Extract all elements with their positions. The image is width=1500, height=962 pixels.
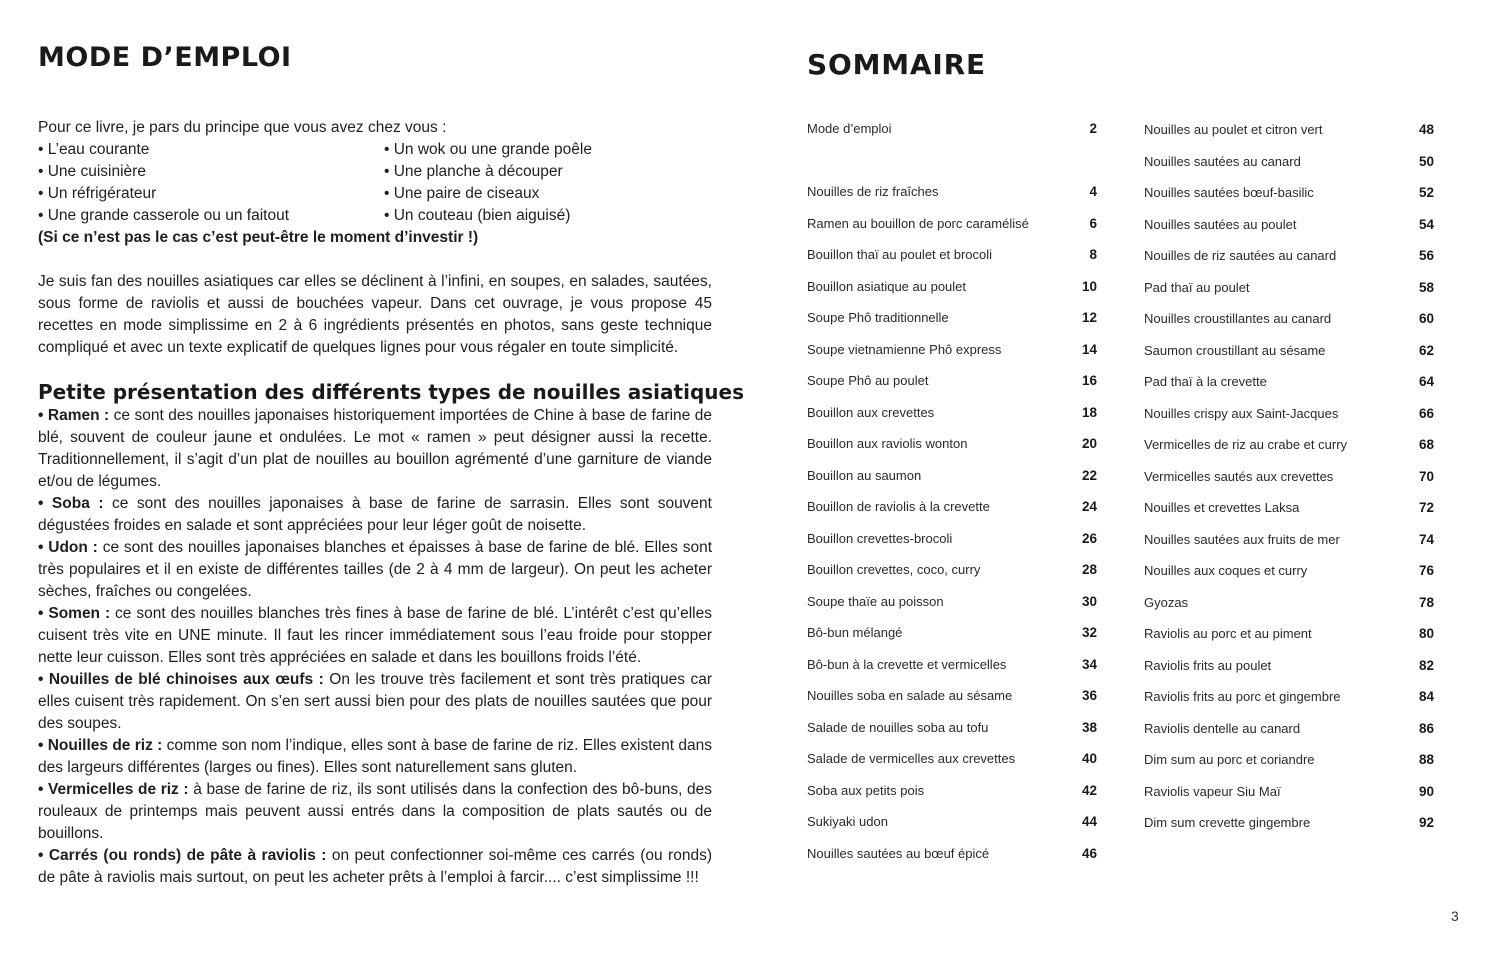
toc-entry-page: 10 xyxy=(1081,278,1097,294)
toc-entry-page: 52 xyxy=(1418,184,1434,200)
checklist-item: • Une planche à découper xyxy=(384,163,563,180)
toc-entry-page: 34 xyxy=(1081,656,1097,672)
toc-entry-page: 88 xyxy=(1418,751,1434,767)
toc-entry-page: 8 xyxy=(1089,246,1097,262)
toc-entry[interactable] xyxy=(807,244,1097,264)
toc-entry-page: 84 xyxy=(1418,688,1434,704)
noodle-type-description: à base de farine de riz, ils sont utilisés dans la confection des bô-buns, des rouleaux de printemps mais peuvent aussi entrés dans la composition de plats sautés ou de bouillons. xyxy=(38,781,712,842)
toc-entry[interactable] xyxy=(807,433,1097,453)
toc-entry-page: 32 xyxy=(1081,624,1097,640)
toc-entry-page: 80 xyxy=(1418,625,1434,641)
toc-entry-page: 86 xyxy=(1418,720,1434,736)
checklist-item: • Une grande casserole ou un faitout xyxy=(38,207,290,224)
toc-entry[interactable] xyxy=(807,811,1097,831)
toc-entry[interactable] xyxy=(807,181,1097,201)
toc-entry[interactable] xyxy=(807,843,1097,863)
toc-entry-page: 60 xyxy=(1418,310,1434,326)
toc-entry-title: Bouillon asiatique au poulet xyxy=(807,278,967,294)
toc-entry-title: Bouillon crevettes, coco, curry xyxy=(807,561,981,577)
toc-entry-page: 14 xyxy=(1081,341,1097,357)
toc-entry-page: 74 xyxy=(1418,531,1434,547)
toc-entry-title: Nouilles sautées aux fruits de mer xyxy=(1144,531,1340,547)
toc-entry-title: Bô-bun à la crevette et vermicelles xyxy=(807,656,1007,672)
toc-entry-page: 48 xyxy=(1418,121,1434,137)
toc-entry-page: 24 xyxy=(1081,498,1097,514)
toc-entry-page: 92 xyxy=(1418,814,1434,830)
toc-entry[interactable] xyxy=(807,118,1097,138)
toc-entry-title: Bouillon aux raviolis wonton xyxy=(807,435,968,451)
toc-entry-page: 64 xyxy=(1418,373,1434,389)
noodle-type-description: ce sont des nouilles japonaises historiquement importées de Chine à base de farine de blé, souvent de couleur jaune et ondulées. Le mot « ramen » peut désigner aussi la recette. Traditionnellement, il s’agit d’un plat de nouilles au bouillon agrémenté d’une garniture de viande et/ou de légumes. xyxy=(38,407,712,490)
noodle-type-description: on peut confectionner soi-même ces carrés (ou ronds) de pâte à raviolis mais surtout, on peut les acheter prêts à l’emploi à farcir.... c’est simplissime !!! xyxy=(38,847,712,886)
toc-entry[interactable] xyxy=(807,528,1097,548)
mode-emploi-section xyxy=(38,42,744,889)
toc-entry[interactable] xyxy=(1144,749,1434,769)
toc-entry-title: Salade de nouilles soba au tofu xyxy=(807,719,989,735)
toc-entry-title: Vermicelles de riz au crabe et curry xyxy=(1144,436,1348,452)
toc-entry[interactable] xyxy=(1144,151,1434,171)
toc-entry-page: 82 xyxy=(1418,657,1434,673)
toc-entry-page: 30 xyxy=(1081,593,1097,609)
toc-entry-title: Ramen au bouillon de porc caramélisé xyxy=(807,215,1029,231)
toc-entry-page: 54 xyxy=(1418,216,1434,232)
toc-entry[interactable] xyxy=(807,654,1097,674)
equipment-checklist xyxy=(38,139,712,227)
toc-entry[interactable] xyxy=(1144,182,1434,202)
toc-entry[interactable] xyxy=(807,339,1097,359)
intro-block xyxy=(38,117,712,249)
toc-entry-page: 44 xyxy=(1081,813,1097,829)
toc-entry-page: 68 xyxy=(1418,436,1434,452)
toc-entry-page: 36 xyxy=(1081,687,1097,703)
noodle-type-description: ce sont des nouilles blanches très fines à base de farine de blé. L’intérêt c’est qu’elles cuisent très vite en UNE minute. Il faut les rincer immédiatement sous l’eau froide pour stopper nette leur cuisson. Elles sont très appréciées en salade et dans les bouillons froids l’été. xyxy=(38,605,712,666)
checklist-item: • Une cuisinière xyxy=(38,163,146,180)
toc-entry-page: 38 xyxy=(1081,719,1097,735)
noodle-type-term: • Udon : xyxy=(38,539,98,556)
checklist-item: • L’eau courante xyxy=(38,141,150,158)
toc-entry-title: Raviolis au porc et au piment xyxy=(1144,625,1312,641)
toc-entry[interactable] xyxy=(807,370,1097,390)
toc-entry-title: Raviolis frits au porc et gingembre xyxy=(1144,688,1341,704)
toc-entry-title: Raviolis frits au poulet xyxy=(1144,657,1272,673)
noodle-type-item xyxy=(38,405,712,493)
toc-entry-page: 76 xyxy=(1418,562,1434,578)
noodle-type-description: comme son nom l’indique, elles sont à base de farine de riz. Elles existent dans des largeurs différentes (larges ou fines). Elles sont naturellement sans gluten. xyxy=(38,737,713,776)
toc-entry[interactable] xyxy=(807,276,1097,296)
toc-entry-title: Soupe thaïe au poisson xyxy=(807,593,944,609)
noodle-type-term: • Somen : xyxy=(38,605,111,622)
toc-entry[interactable] xyxy=(1144,245,1434,265)
toc-entry-title: Nouilles sautées au canard xyxy=(1144,153,1301,169)
toc-entry-page: 42 xyxy=(1081,782,1097,798)
toc-entry[interactable] xyxy=(1144,466,1434,486)
toc-entry[interactable] xyxy=(1144,592,1434,612)
toc-entry-title: Nouilles et crevettes Laksa xyxy=(1144,499,1300,515)
toc-entry-title: Raviolis vapeur Siu Maï xyxy=(1144,783,1281,799)
toc-entry[interactable] xyxy=(807,780,1097,800)
toc-entry[interactable] xyxy=(807,748,1097,768)
toc-entry[interactable] xyxy=(1144,403,1434,423)
intro-paragraph: Je suis fan des nouilles asiatiques car elles se déclinent à l’infini, en soupes, en salades, sautées, sous forme de raviolis et aussi de bouchées vapeur. Dans cet ouvrage, je vous propose 45 recettes en mode simplissime en 2 à 6 ingrédients présentés en photos, sans geste technique compliqué et avec un texte explicatif de quelques lignes pour vous régaler en toute simplicité. xyxy=(38,273,712,356)
toc-entry-title: Bouillon au saumon xyxy=(807,467,922,483)
toc-entry-title: Nouilles aux coques et curry xyxy=(1144,562,1308,578)
toc-entry-page: 70 xyxy=(1418,468,1434,484)
toc-entry-page: 40 xyxy=(1081,750,1097,766)
mode-emploi-heading: MODE D’EMPLOI xyxy=(38,42,292,73)
noodle-type-description: On les trouve très facilement et sont très pratiques car elles cuisent très rapidement. On s’en sert aussi bien pour des plats de nouilles sautées que pour des soupes. xyxy=(38,671,712,732)
toc-entry[interactable] xyxy=(1144,529,1434,549)
toc-entry-title: Nouilles croustillantes au canard xyxy=(1144,310,1332,326)
toc-entry[interactable] xyxy=(1144,371,1434,391)
toc-entry-page: 12 xyxy=(1081,309,1097,325)
noodle-types-heading: Petite présentation des différents types de nouilles asiatiques xyxy=(38,380,744,404)
noodle-type-item xyxy=(38,537,712,603)
toc-entry-page: 26 xyxy=(1081,530,1097,546)
toc-entry-title: Bouillon thaï au poulet et brocoli xyxy=(807,246,993,262)
toc-entry-page: 6 xyxy=(1089,215,1097,231)
checklist-item: • Un couteau (bien aiguisé) xyxy=(384,207,571,224)
toc-entry-page: 90 xyxy=(1418,783,1434,799)
toc-entry-title: Vermicelles sautés aux crevettes xyxy=(1144,468,1334,484)
toc-entry-title: Nouilles sautées au bœuf épicé xyxy=(807,845,990,861)
toc-entry-title: Pad thaï au poulet xyxy=(1144,279,1250,295)
noodle-type-item xyxy=(38,779,712,845)
toc-entry-page: 46 xyxy=(1081,845,1097,861)
toc-entry[interactable] xyxy=(807,465,1097,485)
toc-entry-title: Nouilles crispy aux Saint-Jacques xyxy=(1144,405,1339,421)
toc-entry[interactable] xyxy=(1144,308,1434,328)
toc-entry[interactable] xyxy=(1144,277,1434,297)
toc-entry-title: Nouilles sautées bœuf-basilic xyxy=(1144,184,1314,200)
toc-entry-page: 58 xyxy=(1418,279,1434,295)
toc-entry[interactable] xyxy=(1144,655,1434,675)
noodle-type-item xyxy=(38,669,712,735)
toc-entry-title: Soba aux petits pois xyxy=(807,782,925,798)
toc-entry-title: Nouilles sautées au poulet xyxy=(1144,216,1297,232)
toc-entry[interactable] xyxy=(1144,214,1434,234)
toc-entry[interactable] xyxy=(807,559,1097,579)
checklist-item: • Un réfrigérateur xyxy=(38,185,157,202)
toc-entry-title: Saumon croustillant au sésame xyxy=(1144,342,1326,358)
toc-entry-page: 18 xyxy=(1081,404,1097,420)
toc-entry[interactable] xyxy=(1144,434,1434,454)
toc-entry-page: 50 xyxy=(1418,153,1434,169)
toc-entry[interactable] xyxy=(807,717,1097,737)
toc-entry-page: 78 xyxy=(1418,594,1434,610)
noodle-type-term: • Nouilles de blé chinoises aux œufs : xyxy=(38,671,324,688)
toc-entry[interactable] xyxy=(807,622,1097,642)
noodle-type-term: • Carrés (ou ronds) de pâte à raviolis : xyxy=(38,847,327,864)
toc-entry-title: Bouillon de raviolis à la crevette xyxy=(807,498,990,514)
toc-entry-page: 62 xyxy=(1418,342,1434,358)
toc-entry-title: Raviolis dentelle au canard xyxy=(1144,720,1301,736)
toc-entry-title: Dim sum crevette gingembre xyxy=(1144,814,1311,830)
toc-entry-page: 66 xyxy=(1418,405,1434,421)
noodle-type-item xyxy=(38,493,712,537)
toc-entry[interactable] xyxy=(1144,781,1434,801)
invest-note: (Si ce n’est pas le cas c’est peut-être le moment d’investir !) xyxy=(38,229,479,246)
noodle-type-description: ce sont des nouilles japonaises à base de farine de sarrasin. Elles sont souvent dégustées froides en salade et sont appréciées pour leur léger goût de noisette. xyxy=(38,495,712,534)
toc-entry-title: Gyozas xyxy=(1144,594,1189,610)
toc-entry[interactable] xyxy=(1144,497,1434,517)
noodle-type-term: • Ramen : xyxy=(38,407,110,424)
toc-entry-page: 56 xyxy=(1418,247,1434,263)
toc-entry[interactable] xyxy=(1144,812,1434,832)
toc-entry[interactable] xyxy=(807,307,1097,327)
toc-entry-title: Pad thaï à la crevette xyxy=(1144,373,1267,389)
toc-entry-title: Bô-bun mélangé xyxy=(807,624,903,640)
intro-line: Pour ce livre, je pars du principe que vous avez chez vous : xyxy=(38,119,447,136)
toc-entry[interactable] xyxy=(807,496,1097,516)
page-number: 3 xyxy=(1451,908,1459,924)
noodle-type-item xyxy=(38,603,712,669)
noodle-type-description: ce sont des nouilles japonaises blanches et épaisses à base de farine de blé. Elles sont très populaires et il en existe de différentes tailles (de 2 à 4 mm de largeur). On peut les acheter sèches, fraîches ou congelées. xyxy=(38,539,712,600)
toc-entry-title: Salade de vermicelles aux crevettes xyxy=(807,750,1016,766)
toc-entry[interactable] xyxy=(1144,718,1434,738)
toc-entry[interactable] xyxy=(807,685,1097,705)
toc-entry-title: Bouillon crevettes-brocoli xyxy=(807,530,953,546)
toc-entry-page: 4 xyxy=(1089,183,1097,199)
checklist-item: • Un wok ou une grande poêle xyxy=(384,141,592,158)
toc-entry-page: 16 xyxy=(1081,372,1097,388)
toc-entry-title: Nouilles de riz sautées au canard xyxy=(1144,247,1337,263)
toc-entry-page: 2 xyxy=(1089,120,1097,136)
noodle-type-term: • Soba : xyxy=(38,495,104,512)
toc-entry-title: Sukiyaki udon xyxy=(807,813,888,829)
noodle-type-item xyxy=(38,845,712,889)
toc-entry[interactable] xyxy=(1144,119,1434,139)
toc-entry-page: 28 xyxy=(1081,561,1097,577)
toc-entry-title: Soupe vietnamienne Phô express xyxy=(807,341,1002,357)
toc-entry-title: Soupe Phô traditionnelle xyxy=(807,309,949,325)
noodle-type-item xyxy=(38,735,712,779)
toc-entry-title: Soupe Phô au poulet xyxy=(807,372,929,388)
sommaire-heading: SOMMAIRE xyxy=(807,48,986,81)
toc-entry-page: 22 xyxy=(1081,467,1097,483)
toc-entry-title: Dim sum au porc et coriandre xyxy=(1144,751,1315,767)
toc-entry-title: Nouilles soba en salade au sésame xyxy=(807,687,1013,703)
toc-entry-title: Nouilles de riz fraîches xyxy=(807,183,939,199)
noodle-type-term: • Vermicelles de riz : xyxy=(38,781,189,798)
toc-entry[interactable] xyxy=(1144,560,1434,580)
checklist-item: • Une paire de ciseaux xyxy=(384,185,540,202)
toc-entry-title: Nouilles au poulet et citron vert xyxy=(1144,121,1323,137)
toc-entry-page: 72 xyxy=(1418,499,1434,515)
toc-entry[interactable] xyxy=(807,591,1097,611)
toc-entry[interactable] xyxy=(807,213,1097,233)
toc-entry-page: 20 xyxy=(1081,435,1097,451)
toc-entry[interactable] xyxy=(1144,340,1434,360)
toc-entry-title: Mode d’emploi xyxy=(807,120,892,136)
toc-entry[interactable] xyxy=(807,402,1097,422)
noodle-type-term: • Nouilles de riz : xyxy=(38,737,163,754)
toc-entry[interactable] xyxy=(1144,686,1434,706)
noodle-types-list xyxy=(38,405,712,889)
toc-entry-title: Bouillon aux crevettes xyxy=(807,404,935,420)
toc-entry[interactable] xyxy=(1144,623,1434,643)
